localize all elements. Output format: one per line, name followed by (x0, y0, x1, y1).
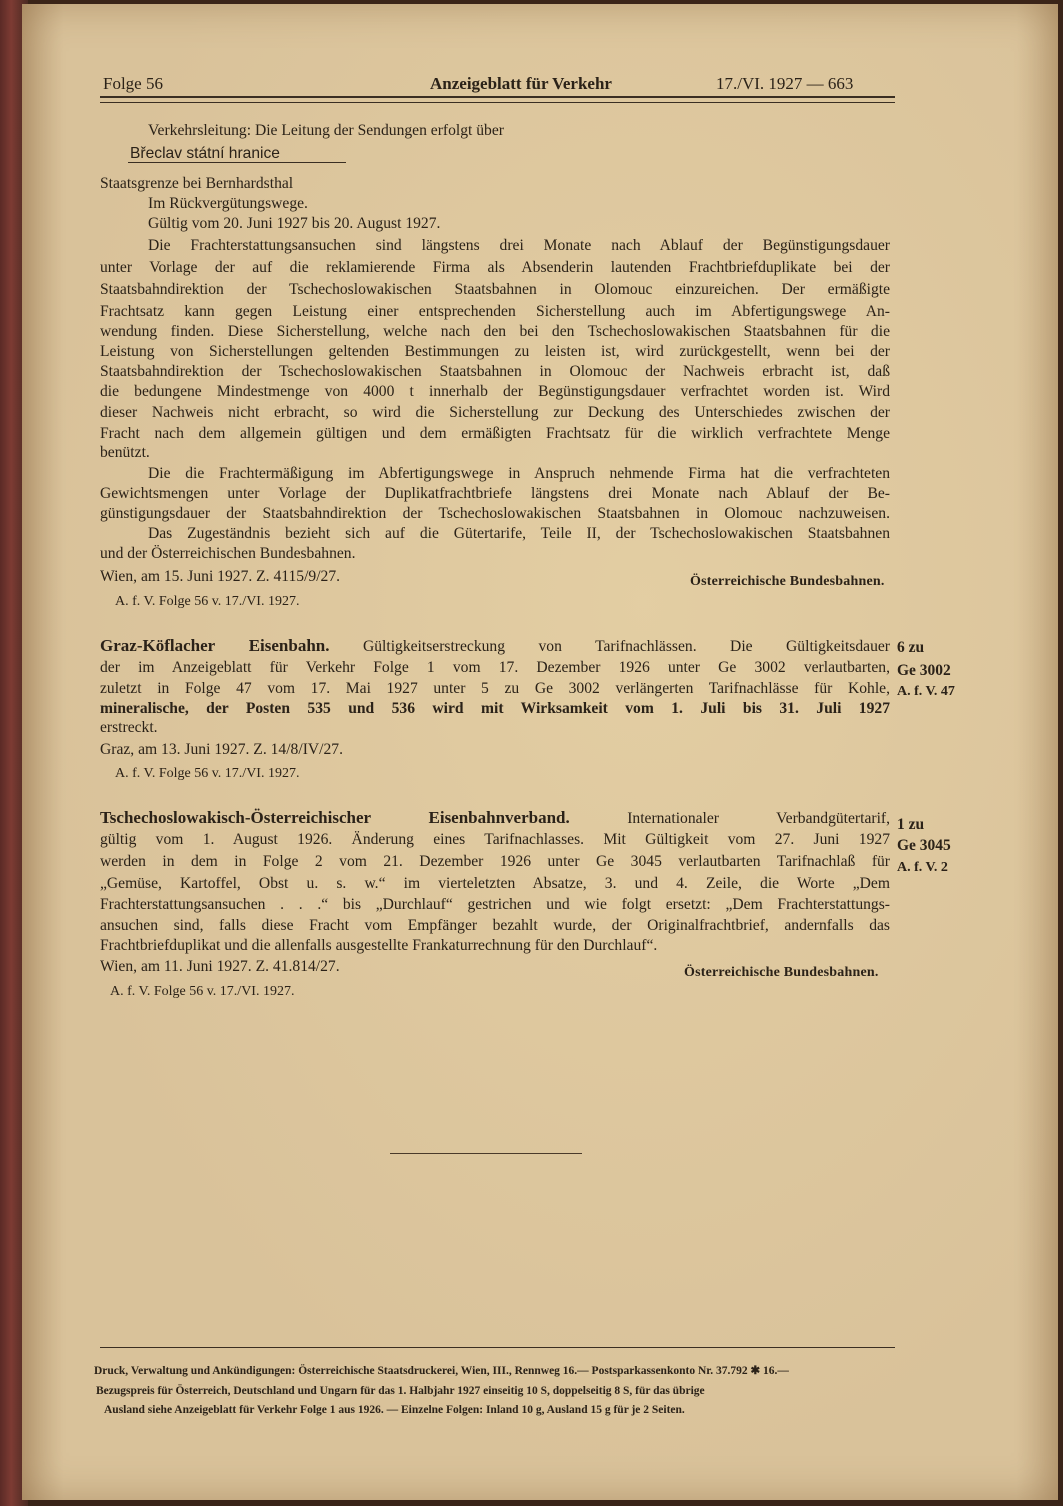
signature: Österreichische Bundesbahnen. (690, 574, 885, 589)
text-line: erstreckt. (100, 719, 158, 736)
text-line: wendung finden. Diese Sicherstellung, welche nach den bei den Tschechoslowakischen Staatsbahnen für die (100, 323, 890, 340)
header-date-page: 17./VI. 1927 — 663 (716, 74, 854, 93)
margin-note: 6 zu (897, 639, 925, 656)
text-line: Staatsgrenze bei Bernhardsthal (100, 175, 294, 192)
text-line: Gültig vom 20. Juni 1927 bis 20. August 1927. (148, 215, 441, 232)
text-line: gültig vom 1. August 1926. Änderung eines Tarifnachlasses. Mit Gültigkeit vom 27. Juni 1927 (100, 831, 890, 848)
section-lead-text: Internationaler Verbandgütertarif, (627, 810, 890, 827)
text-line: Die Frachterstattungsansuchen sind längstens drei Monate nach Ablauf der Begünstigungsdauer (148, 237, 890, 254)
routing-lead: Verkehrsleitung: Die Leitung der Sendungen erfolgt über (148, 122, 504, 139)
text-line: Frachtsatz kann gegen Leistung einer entsprechenden Sicherstellung auch im Abfertigungswege An- (100, 303, 890, 320)
text-line: günstigungsdauer der Staatsbahndirektion der Tschechoslowakischen Staatsbahnen in Olomouc nachzuweisen. (100, 505, 890, 522)
text-line: unter Vorlage der auf die reklamierende Firma als Absenderin lautenden Frachtbriefduplikate bei der (100, 259, 890, 276)
section-lead-line (100, 808, 890, 829)
margin-note: Ge 3002 (897, 662, 951, 679)
place-date: Wien, am 15. Juni 1927. Z. 4115/9/27. (100, 568, 341, 585)
margin-note: A. f. V. 47 (897, 684, 955, 699)
text-line: dieser Nachweis nicht erbracht, so wird die Sicherstellung zur Deckung des Unterschiedes zwischen der (100, 404, 890, 421)
text-line: mineralische, der Posten 535 und 536 wird mit Wirksamkeit vom 1. Juli bis 31. Juli 1927 (100, 700, 890, 717)
folge-reference: A. f. V. Folge 56 v. 17./VI. 1927. (115, 594, 300, 609)
footer-line: Ausland siehe Anzeigeblatt für Verkehr Folge 1 aus 1926. — Einzelne Folgen: Inland 10 g, Ausland 15 g für je 2 Seiten. (104, 1404, 685, 1416)
text-line: Das Zugeständnis bezieht sich auf die Gütertarife, Teile II, der Tschechoslowakischen Staatsbahnen (148, 525, 890, 542)
section-title: Graz-Köflacher Eisenbahn. (100, 636, 330, 655)
text-line: benützt. (100, 444, 150, 461)
text-line: Staatsbahndirektion der Tschechoslowakischen Staatsbahnen in Olomouc einzureichen. Der ermäßigte (100, 281, 890, 298)
routing-station: Břeclav státní hranice (130, 145, 280, 162)
text-line: Im Rückvergütungswege. (148, 195, 308, 212)
section-lead-text: Gültigkeitserstreckung von Tarifnachlässen. Die Gültigkeitsdauer (362, 638, 890, 655)
text-line: die bedungene Mindestmenge von 4000 t innerhalb der Begünstigungsdauer verfrachtet worden ist. Wird (100, 383, 890, 400)
folge-reference: A. f. V. Folge 56 v. 17./VI. 1927. (110, 984, 295, 999)
section-lead-line (100, 636, 890, 657)
margin-note: 1 zu (897, 816, 925, 833)
place-date: Graz, am 13. Juni 1927. Z. 14/8/IV/27. (100, 741, 343, 758)
text-line: der im Anzeigeblatt für Verkehr Folge 1 vom 17. Dezember 1926 unter Ge 3002 verlautbarten, (100, 659, 890, 676)
folge-reference: A. f. V. Folge 56 v. 17./VI. 1927. (115, 766, 300, 781)
footer-line: Druck, Verwaltung und Ankündigungen: Österreichische Staatsdruckerei, Wien, III., Rennweg 16.— Postsparkassenkonto Nr. 37.792 ✱ 16.— (94, 1365, 789, 1377)
text-line: und der Österreichischen Bundesbahnen. (100, 545, 356, 562)
section-divider (390, 1153, 582, 1154)
text-line: Frachtbriefduplikat und die allenfalls ausgestellte Frankaturrechnung für den Durchlauf“. (100, 937, 658, 954)
header-issue: Folge 56 (103, 74, 163, 93)
section-title: Tschechoslowakisch-Österreichischer Eisenbahnverband. (100, 808, 570, 827)
text-line: Die die Frachtermäßigung im Abfertigungswege in Anspruch nehmende Firma hat die verfrachteten (148, 465, 890, 482)
text-line: Gewichtsmengen unter Vorlage der Duplikatfrachtbriefe längstens drei Monate nach Ablauf der Be- (100, 485, 890, 502)
header-title: Anzeigeblatt für Verkehr (430, 74, 612, 93)
text-line: ansuchen sind, falls diese Fracht vom Empfänger bezahlt wurde, der Originalfrachtbrief, andernfalls das (100, 917, 890, 934)
margin-note: Ge 3045 (897, 837, 951, 854)
text-line: „Gemüse, Kartoffel, Obst u. s. w.“ im vierteletzten Absatze, 3. und 4. Zeile, die Worte „Dem (100, 875, 890, 892)
text-line: Frachterstattungsansuchen . . .“ bis „Durchlauf“ gestrichen und wie folgt ersetzt: „Dem Frachterstattungs- (100, 896, 890, 913)
footer-line: Bezugspreis für Österreich, Deutschland und Ungarn für das 1. Halbjahr 1927 einseitig 10 S, doppelseitig 8 S, für das übrige (96, 1385, 705, 1397)
header-rule (100, 96, 895, 103)
text-line: werden in dem in Folge 2 vom 21. Dezember 1926 unter Ge 3045 verlautbarten Tarifnachlaß für (100, 853, 890, 870)
text-line: Staatsbahndirektion der Tschechoslowakischen Staatsbahnen in Olomouc der Nachweis erbracht ist, daß (100, 363, 890, 380)
text-line: zuletzt in Folge 47 vom 17. Mai 1927 unter 5 zu Ge 3002 verlängerten Tarifnachlässe für Kohle, (100, 680, 890, 697)
routing-underline (128, 162, 346, 163)
place-date: Wien, am 11. Juni 1927. Z. 41.814/27. (100, 958, 340, 975)
margin-note: A. f. V. 2 (897, 860, 948, 875)
signature: Österreichische Bundesbahnen. (684, 965, 879, 980)
text-line: Leistung von Sicherstellungen geltenden Bestimmungen zu leisten ist, wird zurückgestellt, wenn bei der (100, 343, 890, 360)
text-line: Fracht nach dem allgemein gültigen und dem ermäßigten Frachtsatz für die wirklich verfrachtete Menge (100, 425, 890, 442)
footer-rule (100, 1347, 895, 1348)
